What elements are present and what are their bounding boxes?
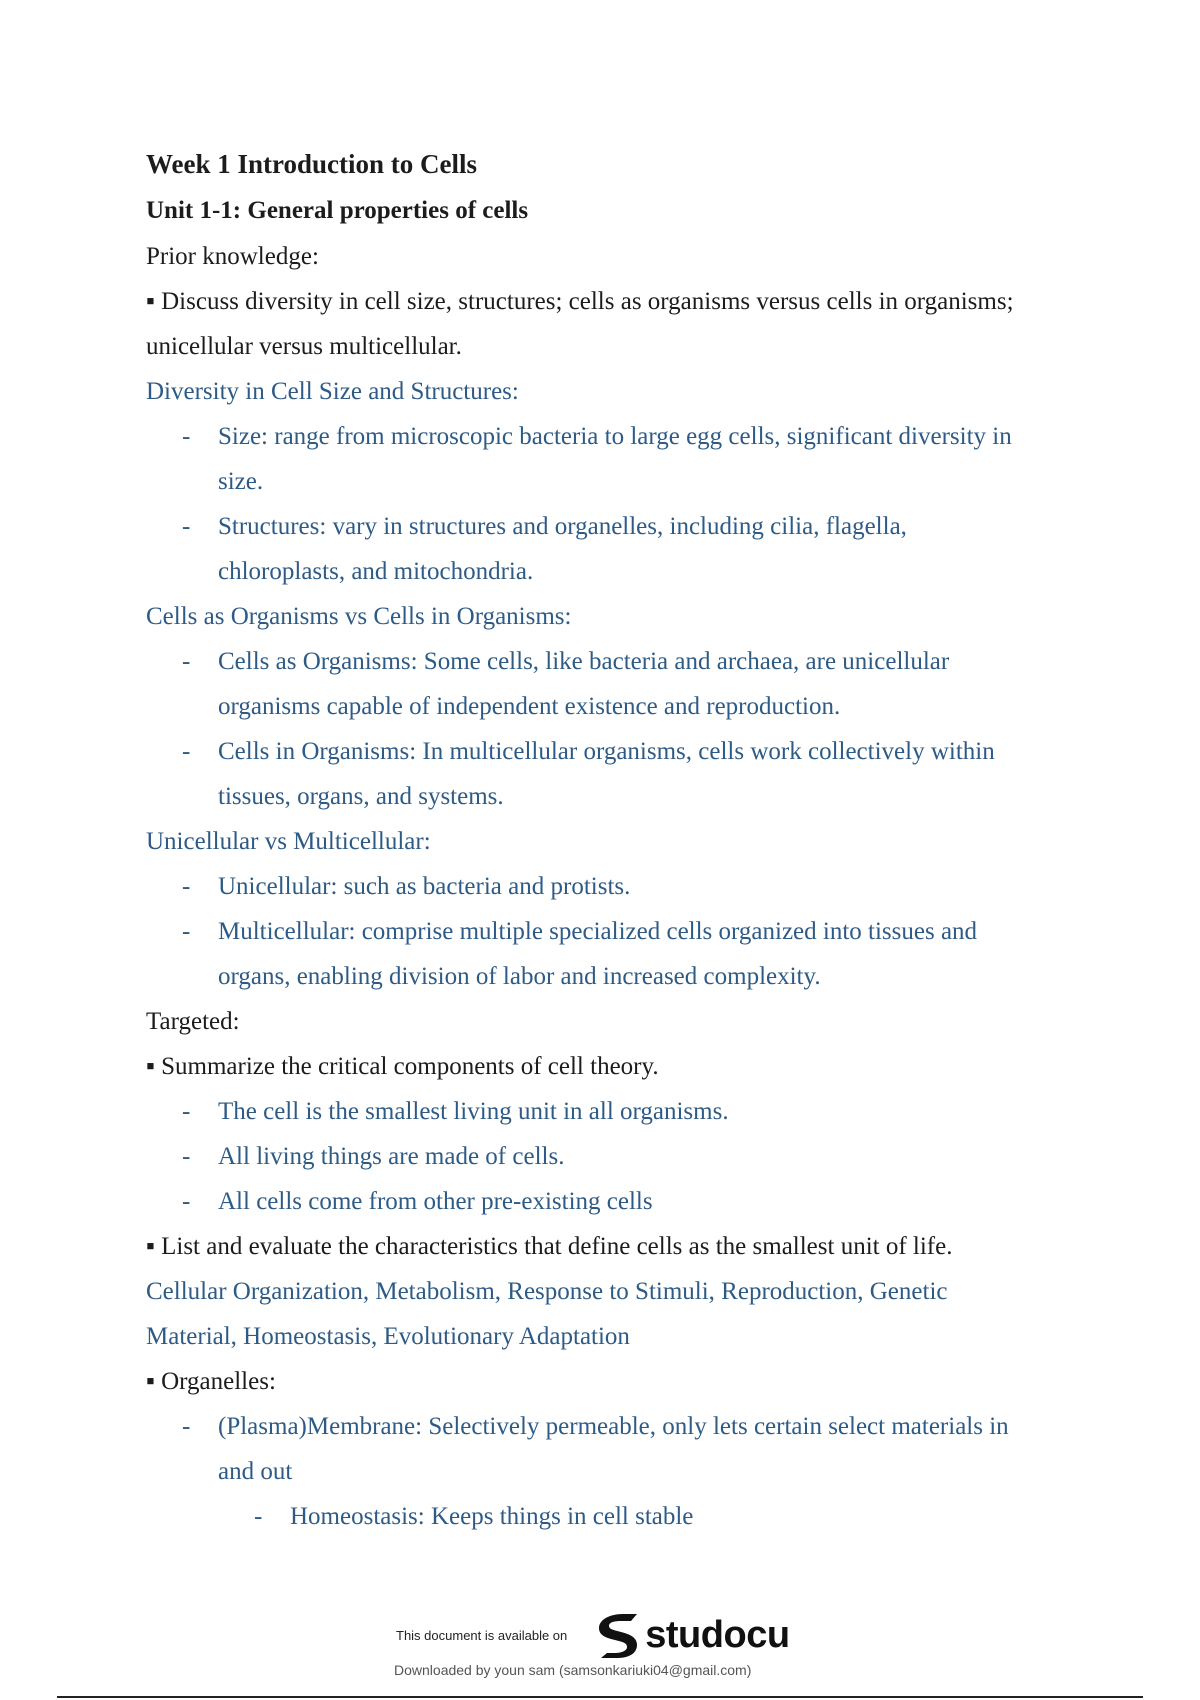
theory-item-text: All cells come from other pre-existing cells: [218, 1188, 653, 1215]
studocu-logo[interactable]: [593, 1610, 789, 1660]
as-organisms-continuation: organisms capable of independent existence and reproduction.: [218, 693, 841, 720]
download-note: Downloaded by youn sam (samsonkariuki04@gmail.com): [394, 1662, 752, 1678]
multicellular-item-continuation: organs, enabling division of labor and increased complexity.: [218, 963, 821, 990]
theory-item-text: All living things are made of cells.: [218, 1143, 565, 1170]
document-page: [146, 140, 1076, 1539]
page-title: Week 1 Introduction to Cells: [146, 149, 478, 179]
dash-marker: -: [182, 648, 191, 675]
organelles-bullet: ▪ Organelles:: [146, 1368, 276, 1395]
characteristics-line-2: Material, Homeostasis, Evolutionary Adaptation: [146, 1323, 630, 1350]
dash-marker: -: [182, 423, 191, 450]
dash-marker: -: [182, 873, 191, 900]
prior-bullet-line-1: ▪ Discuss diversity in cell size, structures; cells as organisms versus cells in organisms;: [146, 288, 1014, 315]
dash-marker: -: [182, 1098, 191, 1125]
list-item: [146, 504, 1076, 549]
bottom-divider: [57, 1696, 1143, 1698]
dash-marker: -: [182, 1143, 191, 1170]
dash-marker: -: [182, 1413, 191, 1440]
in-organisms-text: Cells in Organisms: In multicellular organisms, cells work collectively within: [218, 738, 995, 765]
structures-item-text: Structures: vary in structures and organelles, including cilia, flagella,: [218, 513, 907, 540]
homeostasis-item-text: Homeostasis: Keeps things in cell stable: [290, 1503, 694, 1530]
structures-item-continuation: chloroplasts, and mitochondria.: [218, 558, 534, 585]
prior-knowledge-label: Prior knowledge:: [146, 243, 319, 270]
unit-heading: Unit 1-1: General properties of cells: [146, 197, 529, 224]
list-item: [146, 639, 1076, 684]
dash-marker: -: [182, 513, 191, 540]
list-item: [146, 1089, 1076, 1134]
characteristics-line-1: Cellular Organization, Metabolism, Response to Stimuli, Reproduction, Genetic: [146, 1278, 948, 1305]
characteristics-bullet: ▪ List and evaluate the characteristics that define cells as the smallest unit of life.: [146, 1233, 953, 1260]
prior-bullet-line-2: unicellular versus multicellular.: [146, 333, 462, 360]
studocu-brand-text: studocu: [645, 1613, 790, 1656]
membrane-item-continuation: and out: [218, 1458, 293, 1485]
cell-theory-bullet: ▪ Summarize the critical components of cell theory.: [146, 1053, 659, 1080]
dash-marker: -: [182, 1188, 191, 1215]
footer-branding: [396, 1610, 790, 1660]
targeted-label: Targeted:: [146, 1008, 240, 1035]
multicellular-item-text: Multicellular: comprise multiple specialized cells organized into tissues and: [218, 918, 978, 945]
size-item-text: Size: range from microscopic bacteria to large egg cells, significant diversity in: [218, 423, 1012, 450]
as-organisms-text: Cells as Organisms: Some cells, like bacteria and archaea, are unicellular: [218, 648, 950, 675]
diversity-heading: Diversity in Cell Size and Structures:: [146, 378, 519, 405]
unicellular-item-text: Unicellular: such as bacteria and protists.: [218, 873, 631, 900]
theory-item-text: The cell is the smallest living unit in all organisms.: [218, 1098, 729, 1125]
in-organisms-continuation: tissues, organs, and systems.: [218, 783, 504, 810]
size-item-continuation: size.: [218, 468, 264, 495]
list-item: [146, 1404, 1076, 1449]
organisms-heading: Cells as Organisms vs Cells in Organisms:: [146, 603, 572, 630]
dash-marker: -: [254, 1503, 263, 1530]
list-item: [146, 909, 1076, 954]
list-item: [146, 1134, 1076, 1179]
list-item: [146, 729, 1076, 774]
unicellular-heading: Unicellular vs Multicellular:: [146, 828, 431, 855]
availability-note: This document is available on: [396, 1627, 568, 1643]
studocu-logo-icon: [593, 1610, 641, 1660]
dash-marker: -: [182, 738, 191, 765]
list-item: [146, 864, 1076, 909]
list-item: [146, 1179, 1076, 1224]
list-item: [146, 414, 1076, 459]
list-item: [146, 1494, 1076, 1539]
membrane-item-text: (Plasma)Membrane: Selectively permeable, only lets certain select materials in: [218, 1413, 1009, 1440]
dash-marker: -: [182, 918, 191, 945]
